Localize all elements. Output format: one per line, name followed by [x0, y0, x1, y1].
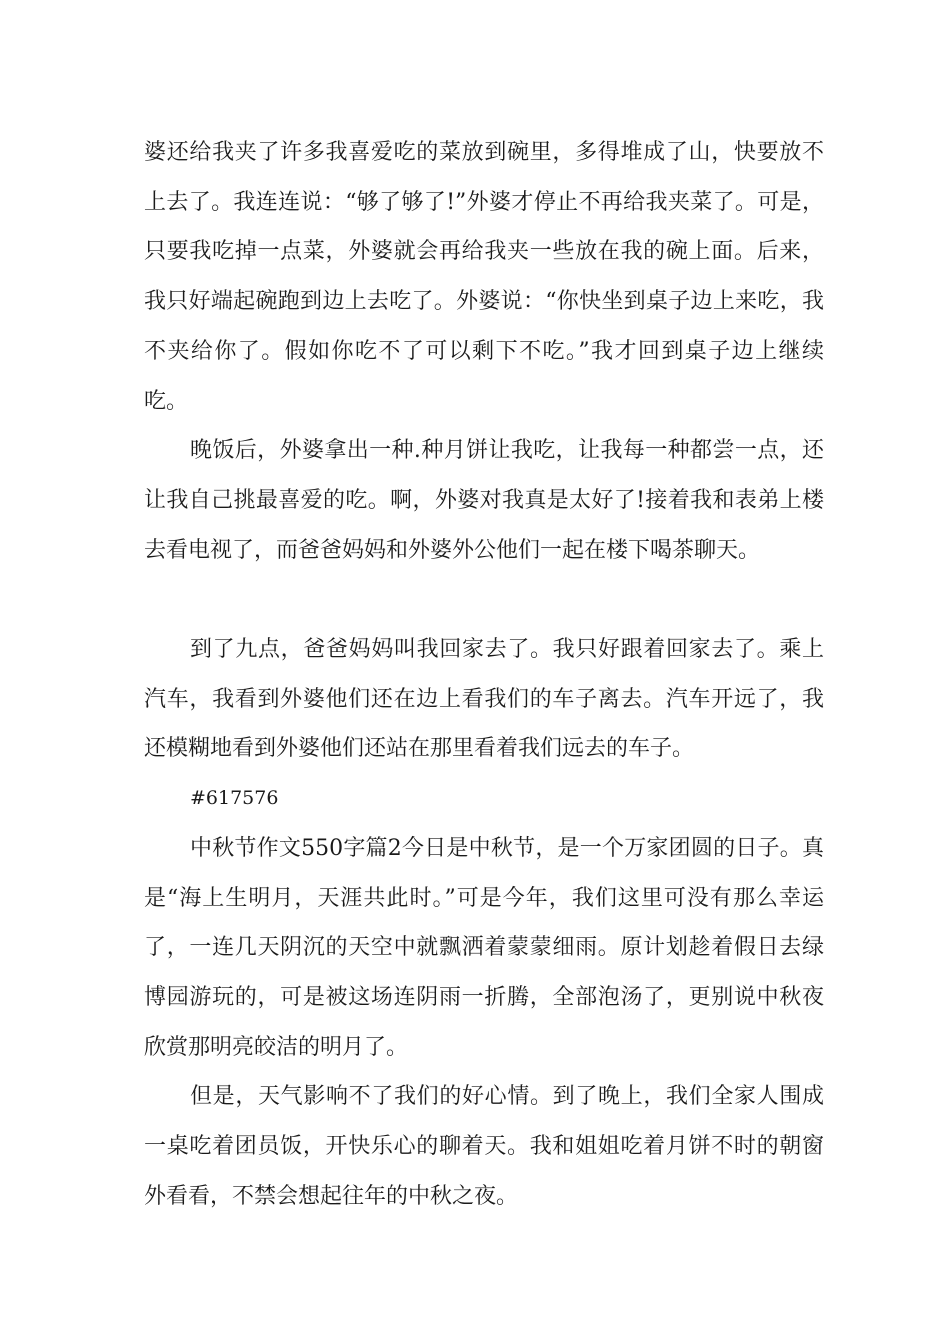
- paragraph-essay-2-intro: 中秋节作文550字篇2今日是中秋节，是一个万家团圆的日子。真是“海上生明月，天涯共此时。”可是今年，我们这里可没有那么幸运了，一连几天阴沉的天空中就飘洒着蒙蒙细雨。原计划趁着假日去绿博园游玩的，可是被这场连阴雨一折腾，全部泡汤了，更别说中秋夜欣赏那明亮皎洁的明月了。: [144, 835, 824, 1060]
- paragraph-dinner: 婆还给我夹了许多我喜爱吃的菜放到碗里，多得堆成了山，快要放不上去了。我连连说：“够了够了!”外婆才停止不再给我夹菜了。可是，只要我吃掉一点菜，外婆就会再给我夹一些放在我的碗上面。后来，我只好端起碗跑到边上去吃了。外婆说：“你快坐到桌子边上来吃，我不夹给你了。假如你吃不了可以剩下不吃。”我才回到桌子边上继续吃。: [144, 140, 824, 414]
- paragraph-after-dinner: 晚饭后，外婆拿出一种.种月饼让我吃，让我每一种都尝一点，还让我自己挑最喜爱的吃。啊，外婆对我真是太好了!接着我和表弟上楼去看电视了，而爸爸妈妈和外婆外公他们一起在楼下喝茶聊天。: [144, 438, 824, 563]
- paragraph-going-home: 到了九点，爸爸妈妈叫我回家去了。我只好跟着回家去了。乘上汽车，我看到外婆他们还在边上看我们的车子离去。汽车开远了，我还模糊地看到外婆他们还站在那里看着我们远去的车子。: [144, 637, 824, 762]
- document-body: [144, 128, 824, 1221]
- document-id-tag: #617576: [190, 787, 279, 810]
- paragraph-family-dinner: 但是，天气影响不了我们的好心情。到了晚上，我们全家人围成一桌吃着团员饭，开快乐心的聊着天。我和姐姐吃着月饼不时的朝窗外看看，不禁会想起往年的中秋之夜。: [144, 1084, 824, 1209]
